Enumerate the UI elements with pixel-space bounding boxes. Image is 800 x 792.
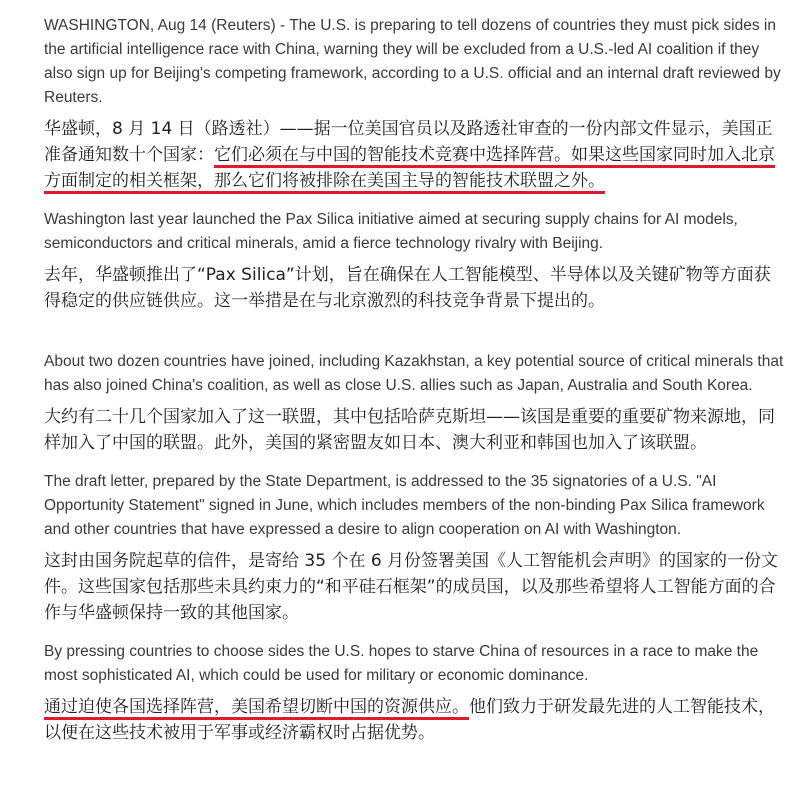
paragraph-2-english: Washington last year launched the Pax Silica initiative aimed at securing supply chains for AI models, semiconductors and critical minerals, amid a fierce technology rivalry with Beijing.: [44, 211, 738, 252]
paragraph-1-chinese-lead: 华盛顿，8 月 14 日（路透社）——据一位美国官员以及路透社审查的一份内部文件显示，美国正准备通知数十个国家：: [44, 119, 773, 165]
article-body: [44, 14, 784, 746]
paragraph-4-chinese: 这封由国务院起草的信件，是寄给 35 个在 6 月份签署美国《人工智能机会声明》的国家的一份文件。这些国家包括那些未具约束力的“和平硅石框架”的成员国，以及那些希望将人工智能方面的合作与华盛顿保持一致的其他国家。: [44, 551, 779, 623]
paragraph-1-english: WASHINGTON, Aug 14 (Reuters) - The U.S. is preparing to tell dozens of countries they must pick sides in the artificial intelligence race with China, warning they will be excluded from a U.S.-led AI coalition if they also sign up for Beijing's competing framework, according to a U.S. official and an internal draft reviewed by Reuters.: [44, 17, 781, 106]
highlighted-text-underlined: 通过迫使各国选择阵营，美国希望切断中国的资源供应。: [44, 697, 469, 717]
paragraph-5-chinese: [44, 694, 784, 746]
paragraph-5: [44, 640, 784, 746]
paragraph-5-chinese-tail: 他们致力于研发最先进的人工智能技术，以便在这些技术被用于军事或经济霸权时占据优势。: [44, 697, 775, 743]
paragraph-4-english: The draft letter, prepared by the State Department, is addressed to the 35 signatories of a U.S. "AI Opportunity Statement" signed in June, which includes members of the non-binding Pax Silica framework and other countries that have expressed a desire to align cooperation on AI with Washington.: [44, 473, 765, 538]
paragraph-3: [44, 350, 784, 456]
paragraph-2: [44, 208, 784, 314]
paragraph-5-english: By pressing countries to choose sides the U.S. hopes to starve China of resources in a race to make the most sophisticated AI, which could be used for military or economic dominance.: [44, 643, 759, 684]
paragraph-3-chinese: 大约有二十几个国家加入了这一联盟，其中包括哈萨克斯坦——该国是重要的重要矿物来源地，同样加入了中国的联盟。此外，美国的紧密盟友如日本、澳大利亚和韩国也加入了该联盟。: [44, 407, 775, 453]
paragraph-2-chinese: 去年，华盛顿推出了“Pax Silica”计划，旨在确保在人工智能模型、半导体以及关键矿物等方面获得稳定的供应链供应。这一举措是在与北京激烈的科技竞争背景下提出的。: [44, 265, 771, 311]
paragraph-4: [44, 470, 784, 626]
paragraph-3-english: About two dozen countries have joined, including Kazakhstan, a key potential source of critical minerals that has also joined China's coalition, as well as close U.S. allies such as Japan, Australia and South Korea.: [44, 353, 784, 394]
paragraph-1: [44, 14, 784, 194]
highlighted-text-underlined: 它们必须在与中国的智能技术竞赛中选择阵营。如果这些国家同时加入北京方面制定的相关框架，那么它们将被排除在美国主导的智能技术联盟之外。: [44, 145, 775, 191]
paragraph-1-chinese: [44, 116, 784, 194]
